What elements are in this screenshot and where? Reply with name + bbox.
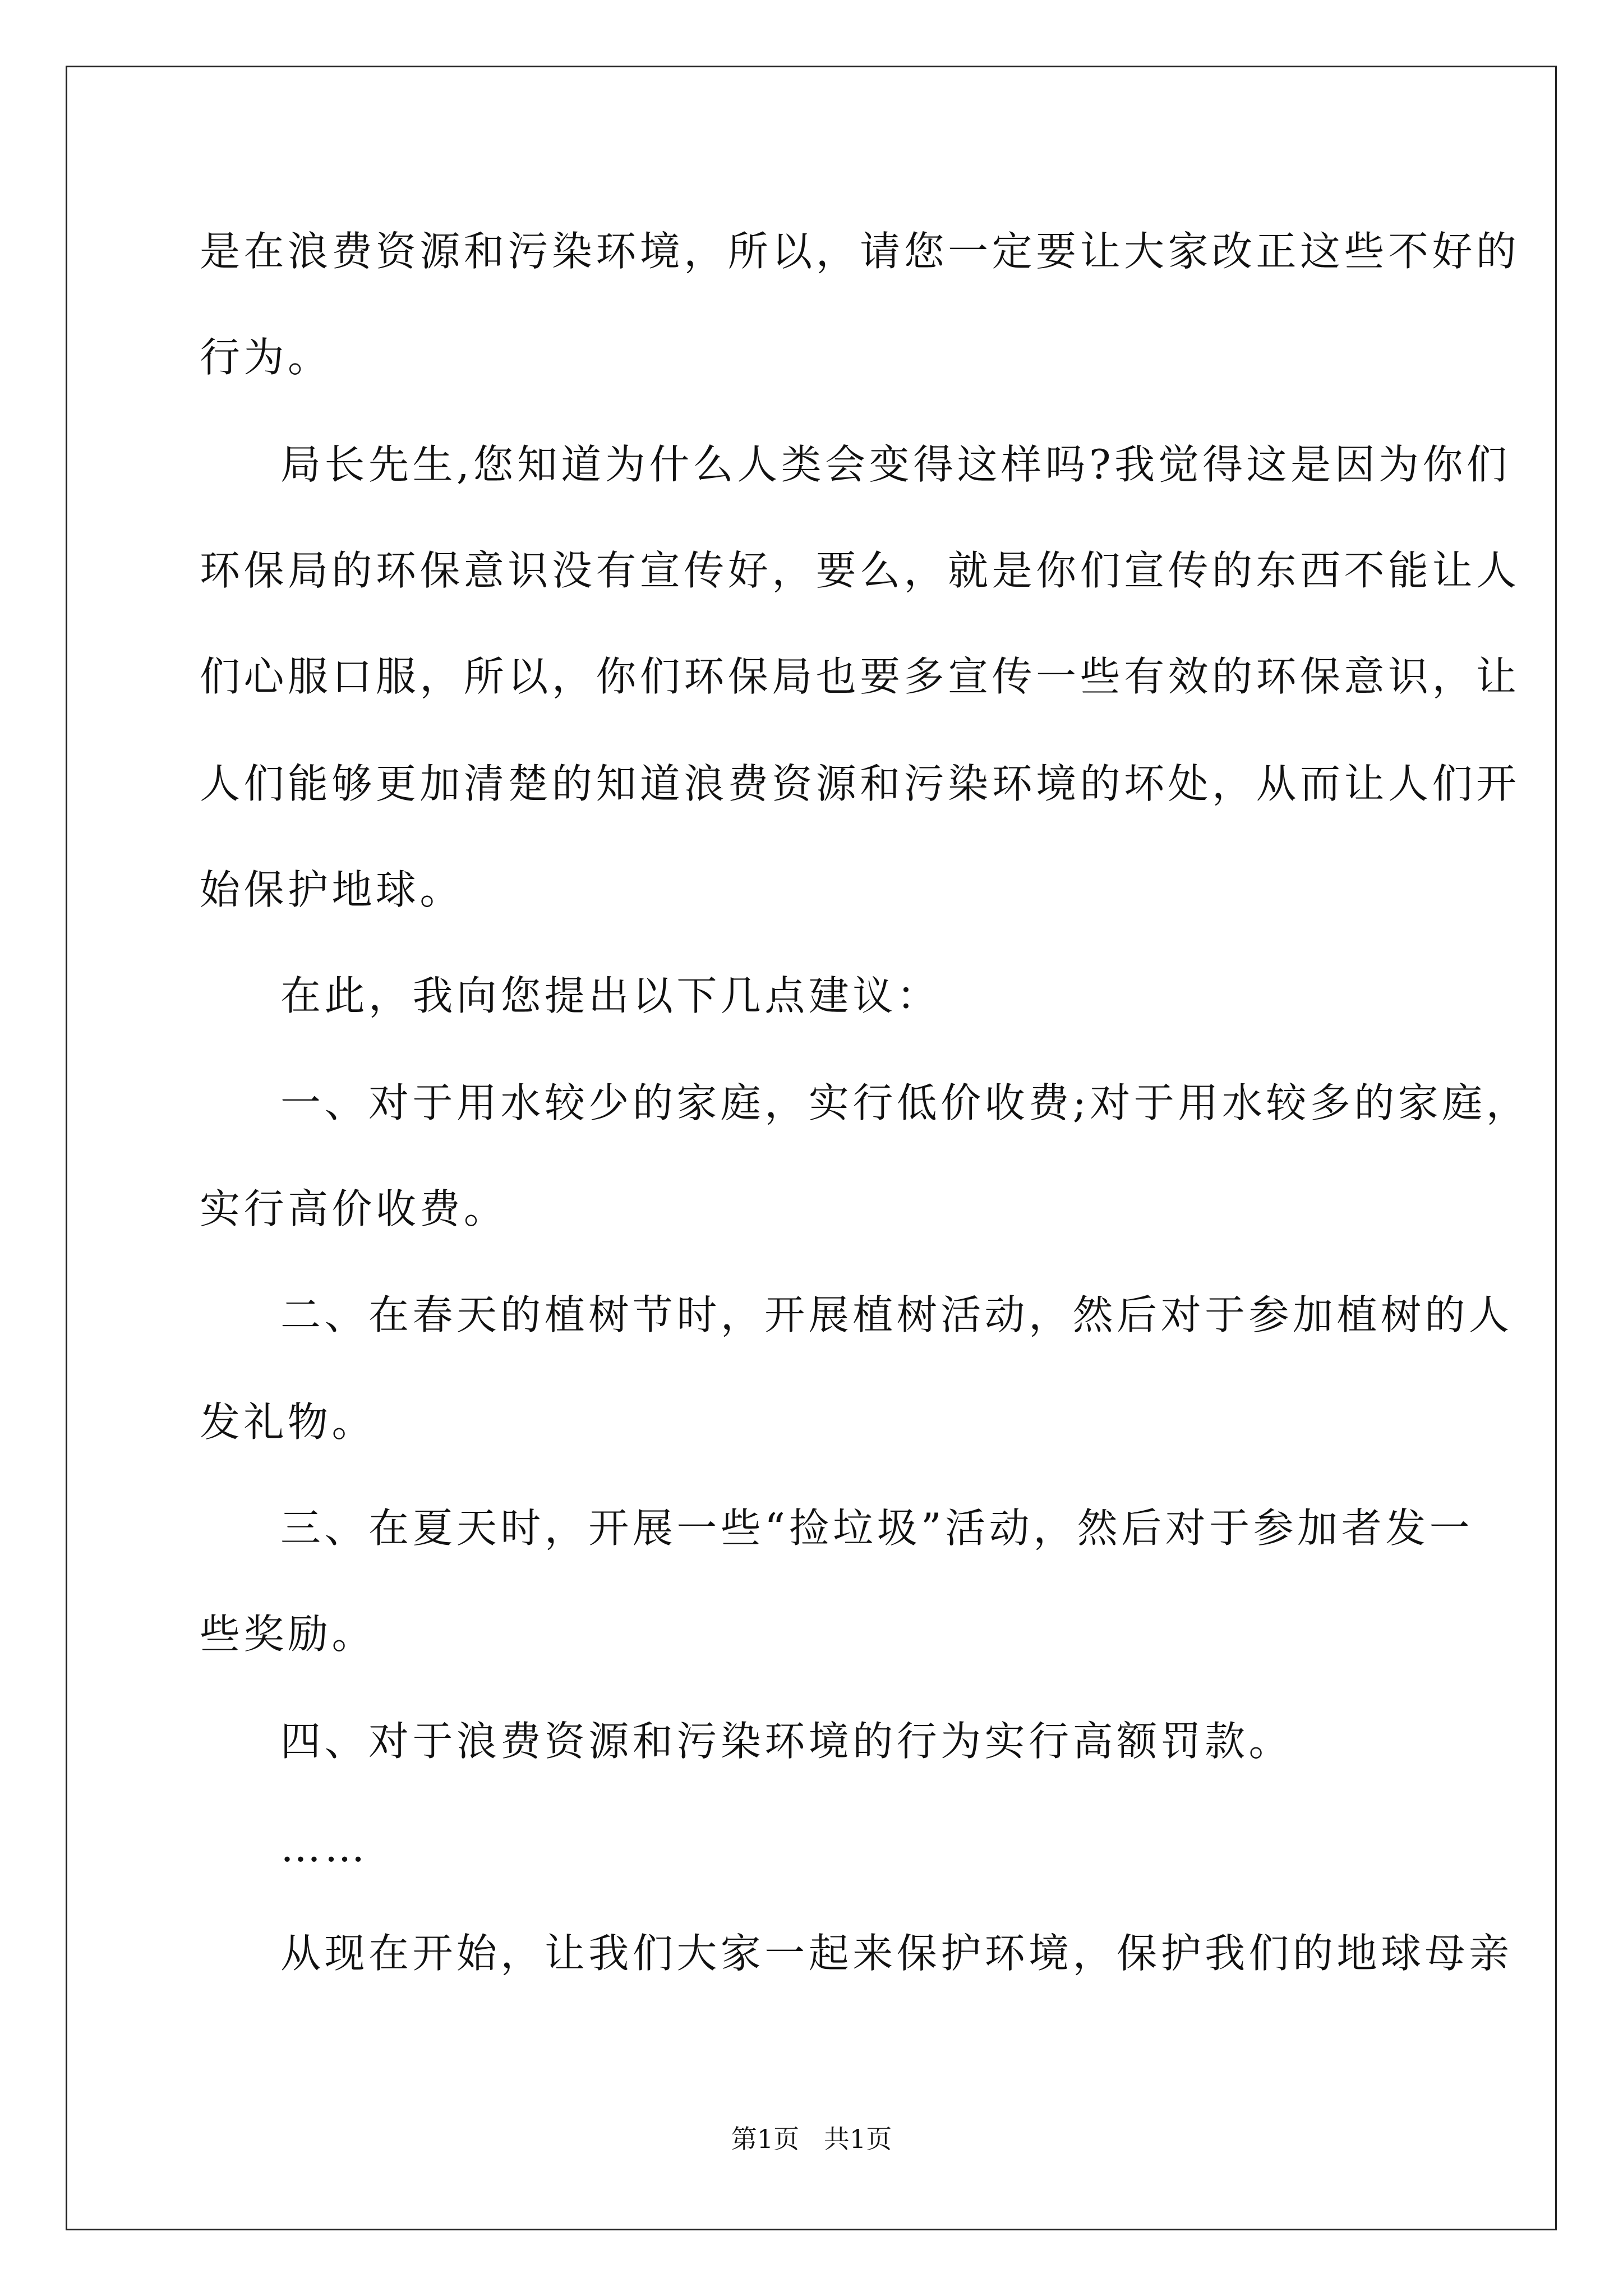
page-number-footer: 第1页 共1页 <box>731 2124 892 2154</box>
text-line: 些奖励。 <box>200 1611 376 1658</box>
text-line: 环保局的环保意识没有宣传好，要么，就是你们宣传的东西不能让人 <box>200 547 1520 594</box>
text-line: 始保护地球。 <box>200 866 464 913</box>
paragraph-line: 局长先生,您知道为什么人类会变得这样吗?我觉得这是因为你们 <box>280 441 1511 488</box>
list-item-2: 二、在春天的植树节时，开展植树活动，然后对于参加植树的人 <box>280 1291 1513 1338</box>
text-line: 人们能够更加清楚的知道浪费资源和污染环境的坏处，从而让人们开 <box>200 760 1520 807</box>
paragraph-line: 在此，我向您提出以下几点建议： <box>280 972 941 1019</box>
text-line: 发礼物。 <box>200 1398 376 1446</box>
page-border <box>66 66 1557 2230</box>
text-line: 行为。 <box>200 334 332 381</box>
list-item-1: 一、对于用水较少的家庭，实行低价收费;对于用水较多的家庭， <box>280 1079 1530 1126</box>
text-line: 实行高价收费。 <box>200 1185 508 1232</box>
list-item-4: 四、对于浪费资源和污染环境的行为实行高额罚款。 <box>280 1718 1293 1765</box>
closing-line: 从现在开始，让我们大家一起来保护环境，保护我们的地球母亲 <box>280 1930 1513 1977</box>
ellipsis-line: …… <box>280 1824 368 1871</box>
list-item-3: 三、在夏天时，开展一些“捡垃圾”活动，然后对于参加者发一 <box>280 1504 1474 1552</box>
text-line: 是在浪费资源和污染环境，所以，请您一定要让大家改正这些不好的 <box>200 228 1520 275</box>
text-line: 们心服口服，所以，你们环保局也要多宣传一些有效的环保意识，让 <box>200 653 1520 700</box>
